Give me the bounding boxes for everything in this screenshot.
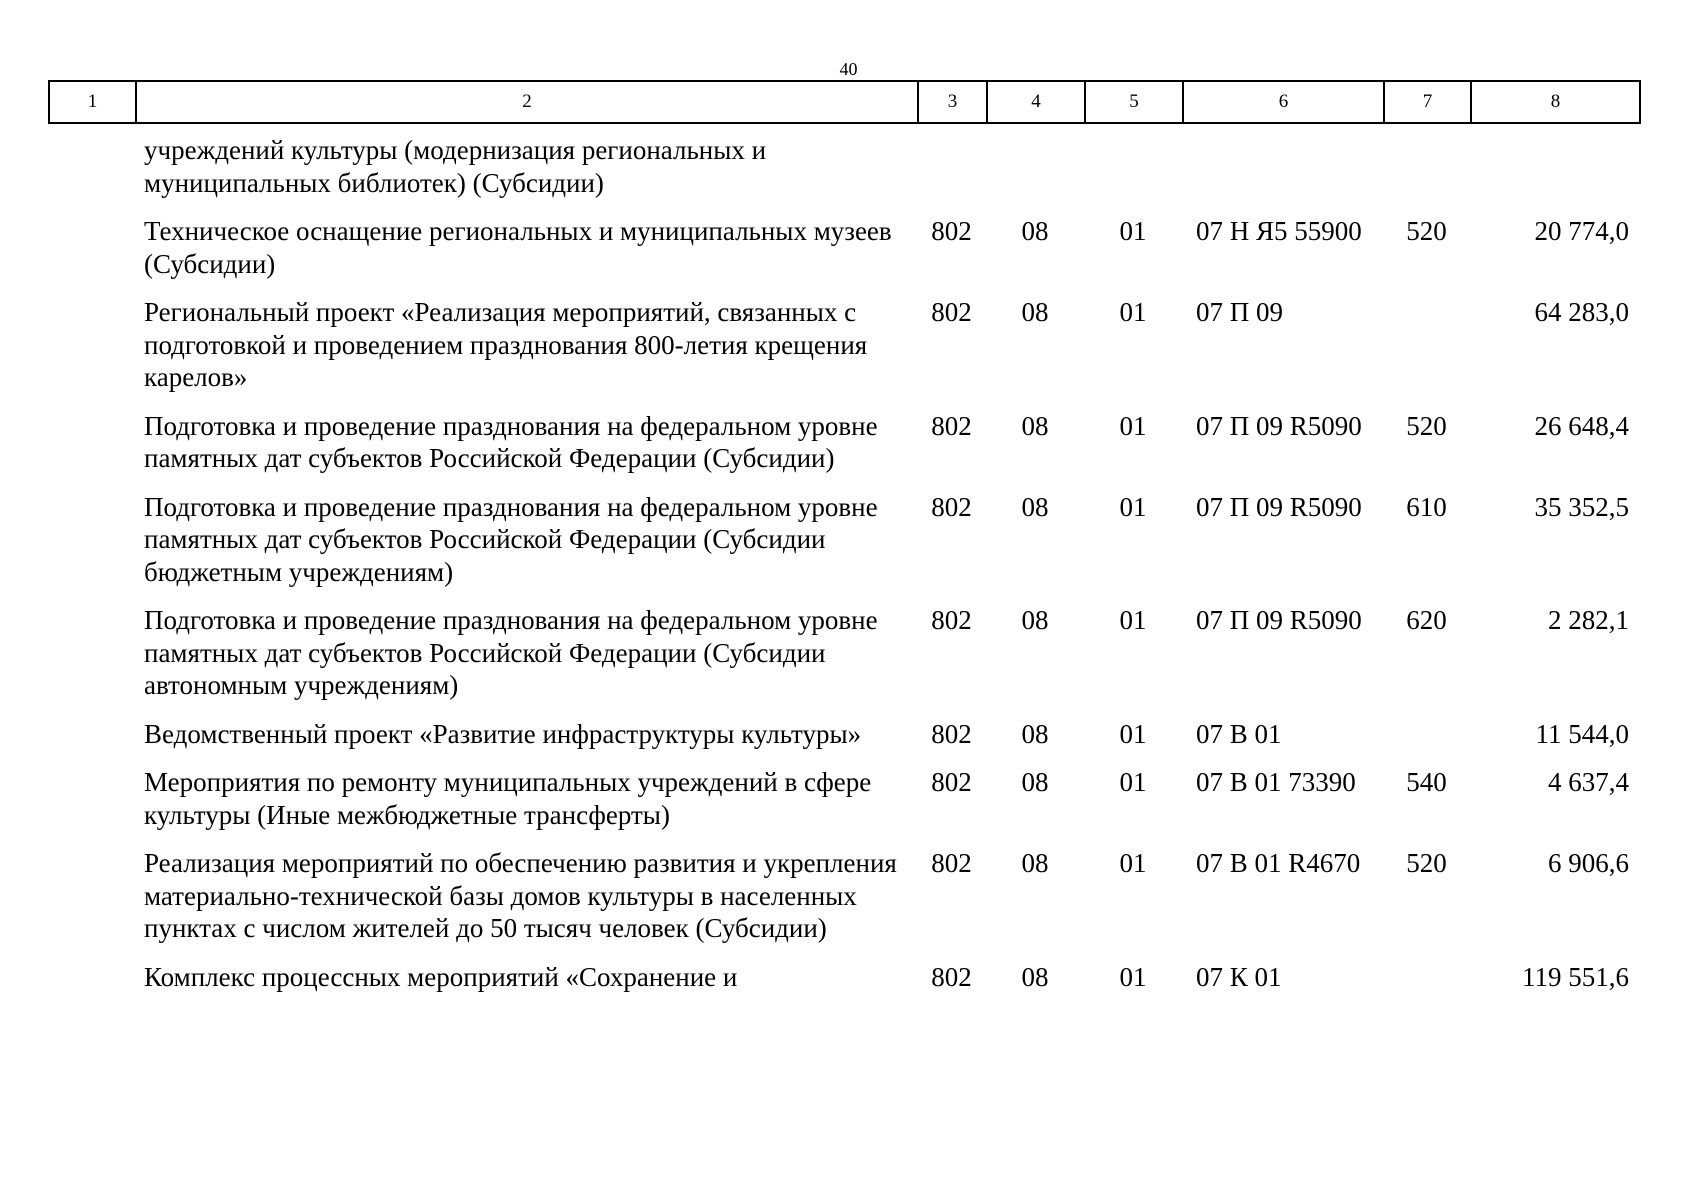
- row-subsection-code: 01: [1119, 605, 1147, 635]
- row-expense-type: [1383, 134, 1470, 215]
- row-section-code: 08: [1021, 718, 1049, 749]
- row-ved-code: 802: [931, 718, 972, 749]
- row-subsection-code: 01: [1119, 216, 1147, 246]
- row-section-code: 08: [1021, 605, 1049, 635]
- row-name: Подготовка и проведение празднования на федеральном уровне памятных дат субъектов Российской Федерации (Субсидии автономным учреждениям): [144, 605, 878, 700]
- row-name: Реализация мероприятий по обеспечению развития и укрепления материально-технической базы домов культуры в населенных пунктах с числом жителей до 50 тысяч человек (Субсидии): [144, 848, 897, 943]
- row-expense-type: [1383, 718, 1470, 767]
- row-subsection-code: [1084, 134, 1182, 215]
- row-expense-type: 620: [1406, 605, 1447, 635]
- table-row: [48, 215, 1639, 296]
- row-target-article: 07 В 01 73390: [1196, 767, 1356, 797]
- table-row: [48, 134, 1639, 215]
- row-amount: 11 544,0: [1535, 718, 1629, 749]
- row-subsection-code: 01: [1119, 297, 1147, 327]
- row-amount: 64 283,0: [1534, 297, 1629, 327]
- row-expense-type: 520: [1406, 848, 1447, 878]
- row-section-code: 08: [1021, 216, 1049, 246]
- table-row: [48, 961, 1639, 1010]
- row-target-article: 07 Н Я5 55900: [1196, 216, 1362, 246]
- row-amount: 2 282,1: [1548, 605, 1629, 635]
- column-header-4: 4: [987, 81, 1085, 123]
- row-expense-type: 520: [1406, 216, 1447, 246]
- column-header-1: 1: [49, 81, 136, 123]
- row-target-article: 07 П 09 R5090: [1196, 491, 1362, 522]
- row-section-code: 08: [1021, 767, 1049, 797]
- row-subsection-code: 01: [1119, 848, 1147, 878]
- row-amount: 35 352,5: [1534, 491, 1629, 522]
- row-target-article: 07 К 01: [1196, 961, 1282, 992]
- row-ved-code: 802: [931, 297, 972, 327]
- row-ved-code: 802: [931, 491, 972, 522]
- row-ved-code: 802: [931, 605, 972, 635]
- row-amount: 20 774,0: [1534, 216, 1629, 246]
- row-ved-code: [917, 134, 986, 215]
- row-ved-code: 802: [931, 410, 972, 441]
- table-row: [48, 718, 1639, 767]
- row-name: Комплекс процессных мероприятий «Сохранение и: [144, 961, 738, 992]
- row-amount: 4 637,4: [1548, 767, 1629, 797]
- row-section-code: 08: [1021, 410, 1049, 441]
- budget-table: [48, 134, 1639, 1009]
- row-subsection-code: 01: [1119, 767, 1147, 797]
- row-amount: [1470, 134, 1639, 215]
- row-expense-type: 540: [1406, 767, 1447, 797]
- column-header-3: 3: [918, 81, 987, 123]
- column-header-table: [48, 80, 1641, 124]
- column-header-2: 2: [136, 81, 918, 123]
- row-name: Подготовка и проведение празднования на федеральном уровне памятных дат субъектов Российской Федерации (Субсидии): [144, 410, 878, 473]
- row-subsection-code: 01: [1119, 410, 1147, 441]
- row-target-article: [1182, 134, 1383, 215]
- row-name: Ведомственный проект «Развитие инфраструктуры культуры»: [144, 718, 862, 749]
- row-section-code: 08: [1021, 961, 1049, 992]
- row-name: учреждений культуры (модернизация региональных и муниципальных библиотек) (Субсидии): [144, 135, 767, 198]
- row-section-code: [986, 134, 1084, 215]
- row-target-article: 07 П 09: [1196, 297, 1283, 327]
- row-subsection-code: 01: [1119, 961, 1147, 992]
- row-expense-type: [1383, 296, 1470, 410]
- row-ved-code: 802: [931, 767, 972, 797]
- row-target-article: 07 П 09 R5090: [1196, 410, 1362, 441]
- column-header-5: 5: [1085, 81, 1183, 123]
- table-row: [48, 296, 1639, 410]
- row-target-article: 07 В 01 R4670: [1196, 848, 1361, 878]
- row-amount: 119 551,6: [1522, 961, 1629, 992]
- row-ved-code: 802: [931, 848, 972, 878]
- row-ved-code: 802: [931, 961, 972, 992]
- row-name: Техническое оснащение региональных и муниципальных музеев (Субсидии): [144, 216, 892, 279]
- row-amount: 26 648,4: [1534, 410, 1629, 441]
- column-header-row: [49, 81, 1640, 123]
- row-expense-type: [1383, 961, 1470, 1010]
- table-row: [48, 491, 1639, 605]
- row-section-code: 08: [1021, 491, 1049, 522]
- table-row: [48, 410, 1639, 491]
- row-section-code: 08: [1021, 848, 1049, 878]
- column-header-6: 6: [1183, 81, 1384, 123]
- column-header-7: 7: [1384, 81, 1471, 123]
- row-expense-type: 610: [1406, 491, 1447, 522]
- row-name: Мероприятия по ремонту муниципальных учреждений в сфере культуры (Иные межбюджетные трансферты): [144, 767, 872, 830]
- table-row: [48, 847, 1639, 961]
- column-header-8: 8: [1471, 81, 1640, 123]
- row-ved-code: 802: [931, 216, 972, 246]
- page-number: 40: [839, 59, 858, 79]
- row-name: Подготовка и проведение празднования на федеральном уровне памятных дат субъектов Российской Федерации (Субсидии бюджетным учреждениям): [144, 491, 878, 587]
- row-subsection-code: 01: [1119, 491, 1147, 522]
- row-target-article: 07 В 01: [1196, 718, 1282, 749]
- table-row: [48, 604, 1639, 718]
- row-amount: 6 906,6: [1548, 848, 1629, 878]
- row-name: Региональный проект «Реализация мероприятий, связанных с подготовкой и проведением празднования 800-летия крещения карелов»: [144, 297, 868, 392]
- row-target-article: 07 П 09 R5090: [1196, 605, 1362, 635]
- table-row: [48, 766, 1639, 847]
- row-subsection-code: 01: [1119, 718, 1147, 749]
- row-expense-type: 520: [1406, 410, 1447, 441]
- row-section-code: 08: [1021, 297, 1049, 327]
